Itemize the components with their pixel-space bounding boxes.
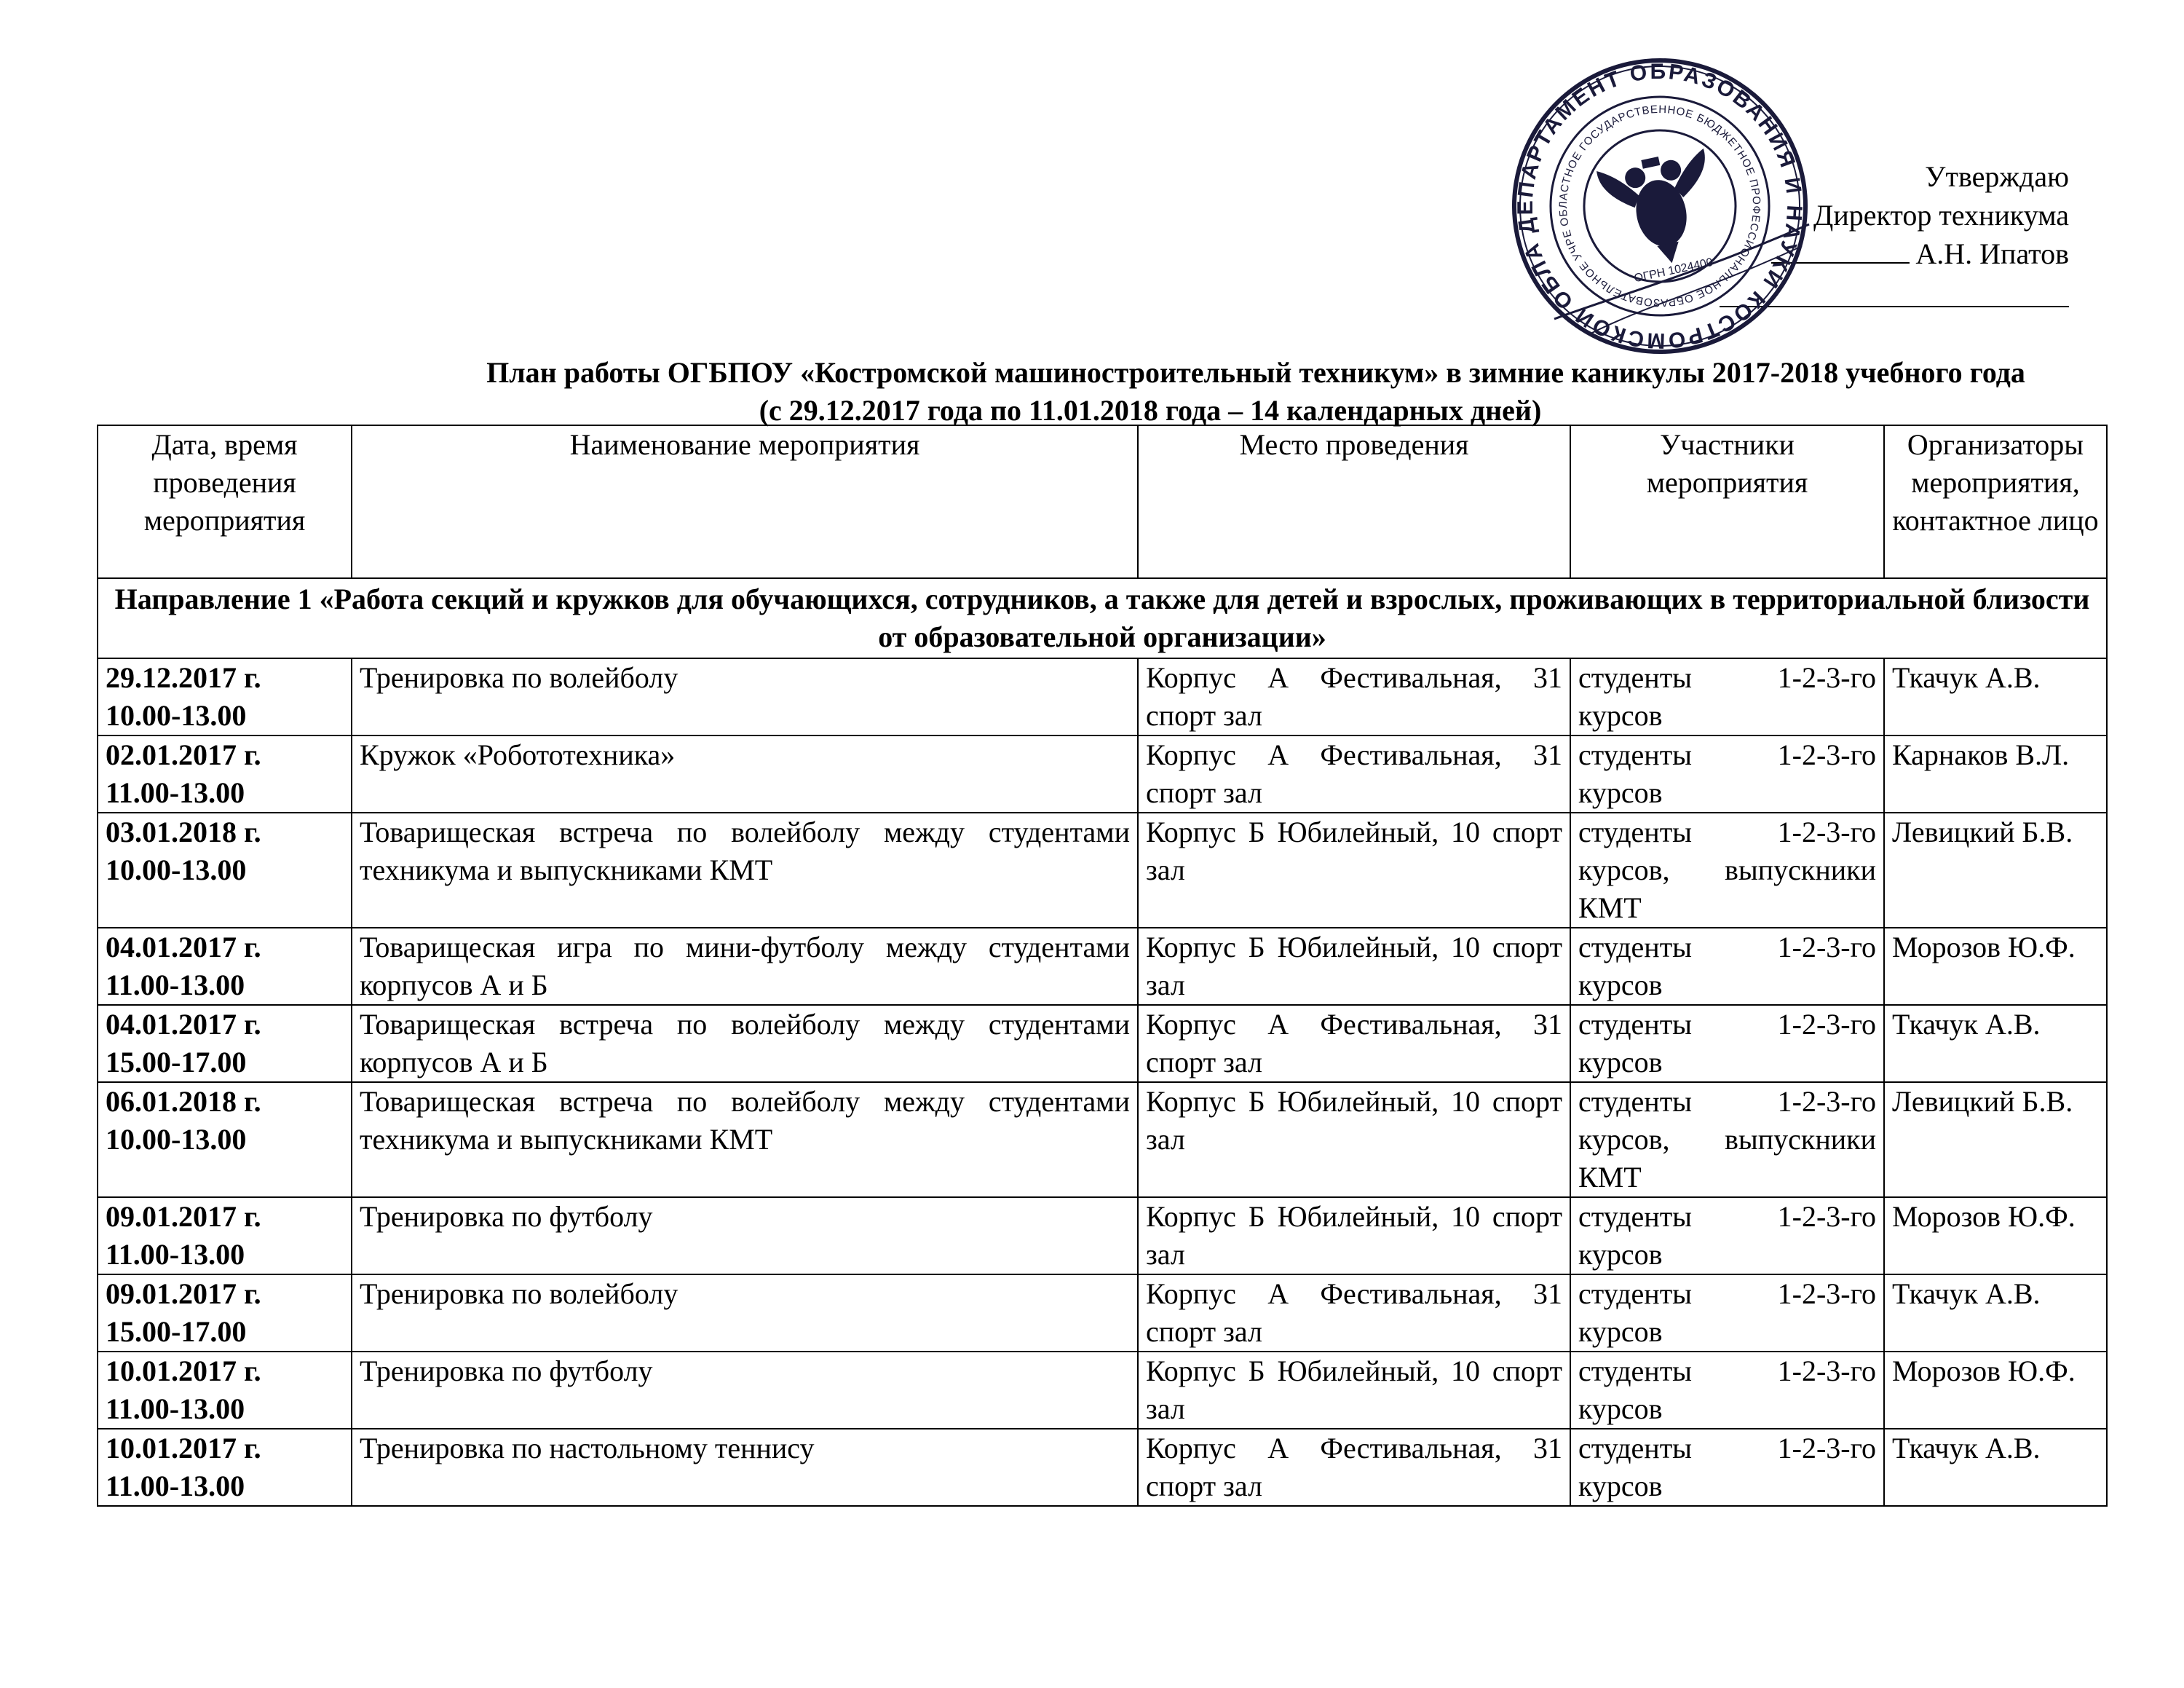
- table-row: [98, 1274, 2107, 1352]
- cell-place: Корпус А Фестивальная, 31 спорт зал: [1138, 658, 1570, 735]
- stamp-ring-text: ДЕПАРТАМЕНТ ОБРАЗОВАНИЯ И НАУКИ КОСТРОМСКОЙ ОБЛАСТИ: [1513, 59, 1807, 353]
- table-row: [98, 1082, 2107, 1197]
- cell-event-name: Тренировка по футболу: [352, 1197, 1138, 1274]
- cell-event-name: Тренировка по настольному теннису: [352, 1429, 1138, 1506]
- table-row: [98, 1005, 2107, 1082]
- cell-organizer: Ткачук А.В.: [1884, 1005, 2107, 1082]
- approval-director-name: А.Н. Ипатов: [1915, 237, 2069, 270]
- date-text: 04.01.2017 г.: [106, 931, 261, 963]
- cell-place: Корпус Б Юбилейный, 10 спорт зал: [1138, 1082, 1570, 1197]
- cell-participants: студенты 1-2-3-го курсов: [1570, 1274, 1884, 1352]
- table-row: [98, 1197, 2107, 1274]
- cell-participants: студенты 1-2-3-го курсов: [1570, 1197, 1884, 1274]
- cell-event-name: Тренировка по волейболу: [352, 1274, 1138, 1352]
- cell-organizer: Морозов Ю.Ф.: [1884, 928, 2107, 1005]
- cell-place: Корпус Б Юбилейный, 10 спорт зал: [1138, 813, 1570, 928]
- cell-date: [98, 658, 352, 735]
- stamp-ogrn: ОГРН 1024400: [1633, 256, 1714, 285]
- title-line-1: План работы ОГБПОУ «Костромской машиностроительный техникум» в зимние каникулы 2017-2018 учебного года: [486, 356, 2025, 389]
- cell-place: Корпус А Фестивальная, 31 спорт зал: [1138, 1429, 1570, 1506]
- stamp-inner-text: ОБЛАСТНОЕ ГОСУДАРСТВЕННОЕ БЮДЖЕТНОЕ ПРОФЕССИОНАЛЬНОЕ ОБРАЗОВАТЕЛЬНОЕ УЧРЕЖДЕНИЕ: [1556, 103, 1763, 309]
- cell-organizer: Ткачук А.В.: [1884, 1429, 2107, 1506]
- cell-organizer: Морозов Ю.Ф.: [1884, 1352, 2107, 1429]
- cell-date: [98, 1197, 352, 1274]
- time-text: 10.00-13.00: [106, 1123, 247, 1156]
- cell-event-name: Товарищеская встреча по волейболу между студентами техникума и выпускниками КМТ: [352, 1082, 1138, 1197]
- cell-date: [98, 813, 352, 928]
- time-text: 10.00-13.00: [106, 853, 247, 886]
- cell-event-name: Тренировка по футболу: [352, 1352, 1138, 1429]
- cell-event-name: Товарищеская игра по мини-футболу между студентами корпусов А и Б: [352, 928, 1138, 1005]
- cell-date: [98, 735, 352, 813]
- cell-event-name: Товарищеская встреча по волейболу между студентами техникума и выпускниками КМТ: [352, 813, 1138, 928]
- cell-event-name: Товарищеская встреча по волейболу между студентами корпусов А и Б: [352, 1005, 1138, 1082]
- header-participants: Участники мероприятия: [1570, 425, 1884, 578]
- cell-event-name: Тренировка по волейболу: [352, 658, 1138, 735]
- cell-participants: студенты 1-2-3-го курсов: [1570, 1429, 1884, 1506]
- header-date: Дата, время проведения мероприятия: [98, 425, 352, 578]
- cell-date: [98, 1005, 352, 1082]
- header-event-name: Наименование мероприятия: [352, 425, 1138, 578]
- time-text: 15.00-17.00: [106, 1315, 247, 1348]
- table-row: [98, 658, 2107, 735]
- date-text: 03.01.2018 г.: [106, 816, 261, 848]
- eagle-emblem-icon: [1597, 147, 1726, 275]
- cell-participants: студенты 1-2-3-го курсов, выпускники КМТ: [1570, 813, 1884, 928]
- cell-place: Корпус А Фестивальная, 31 спорт зал: [1138, 1005, 1570, 1082]
- date-text: 09.01.2017 г.: [106, 1200, 261, 1233]
- date-text: 04.01.2017 г.: [106, 1008, 261, 1041]
- table-row: [98, 1429, 2107, 1506]
- cell-participants: студенты 1-2-3-го курсов, выпускники КМТ: [1570, 1082, 1884, 1197]
- cell-participants: студенты 1-2-3-го курсов: [1570, 928, 1884, 1005]
- section-row: [98, 578, 2107, 658]
- plan-table: [97, 425, 2108, 1507]
- approval-label: Утверждаю: [1925, 160, 2069, 193]
- cell-place: Корпус Б Юбилейный, 10 спорт зал: [1138, 1352, 1570, 1429]
- date-text: 10.01.2017 г.: [106, 1354, 261, 1387]
- cell-organizer: Ткачук А.В.: [1884, 658, 2107, 735]
- date-text: 10.01.2017 г.: [106, 1432, 261, 1464]
- table-row: [98, 928, 2107, 1005]
- official-stamp: [1503, 57, 1816, 355]
- cell-date: [98, 1082, 352, 1197]
- cell-date: [98, 1429, 352, 1506]
- cell-organizer: Морозов Ю.Ф.: [1884, 1197, 2107, 1274]
- date-text: 02.01.2017 г.: [106, 738, 261, 771]
- approval-position: Директор техникума: [1813, 199, 2069, 232]
- cell-place: Корпус Б Юбилейный, 10 спорт зал: [1138, 928, 1570, 1005]
- document-title: [95, 354, 2184, 430]
- cell-place: Корпус Б Юбилейный, 10 спорт зал: [1138, 1197, 1570, 1274]
- date-text: 29.12.2017 г.: [106, 661, 261, 694]
- time-text: 11.00-13.00: [106, 1392, 245, 1425]
- table-header-row: [98, 425, 2107, 578]
- time-text: 11.00-13.00: [106, 1470, 245, 1502]
- section-title: Направление 1 «Работа секций и кружков для обучающихся, сотрудников, а также для детей и взрослых, проживающих в территориальной близости от образовательной организации»: [98, 578, 2107, 658]
- cell-place: Корпус А Фестивальная, 31 спорт зал: [1138, 1274, 1570, 1352]
- title-line-2: (с 29.12.2017 года по 11.01.2018 года – 14 календарных дней): [759, 394, 1542, 427]
- time-text: 11.00-13.00: [106, 776, 245, 809]
- header-place: Место проведения: [1138, 425, 1570, 578]
- header-organizers: Организаторы мероприятия, контактное лицо: [1884, 425, 2107, 578]
- table-row: [98, 1352, 2107, 1429]
- cell-date: [98, 928, 352, 1005]
- cell-organizer: Левицкий Б.В.: [1884, 813, 2107, 928]
- cell-organizer: Левицкий Б.В.: [1884, 1082, 2107, 1197]
- date-text: 09.01.2017 г.: [106, 1277, 261, 1310]
- cell-organizer: Ткачук А.В.: [1884, 1274, 2107, 1352]
- cell-place: Корпус А Фестивальная, 31 спорт зал: [1138, 735, 1570, 813]
- time-text: 15.00-17.00: [106, 1046, 247, 1078]
- time-text: 11.00-13.00: [106, 969, 245, 1001]
- table-row: [98, 813, 2107, 928]
- table-row: [98, 735, 2107, 813]
- cell-date: [98, 1352, 352, 1429]
- date-text: 06.01.2018 г.: [106, 1085, 261, 1118]
- cell-participants: студенты 1-2-3-го курсов: [1570, 658, 1884, 735]
- cell-event-name: Кружок «Робототехника»: [352, 735, 1138, 813]
- time-text: 10.00-13.00: [106, 699, 247, 732]
- cell-participants: студенты 1-2-3-го курсов: [1570, 1352, 1884, 1429]
- time-text: 11.00-13.00: [106, 1238, 245, 1271]
- cell-participants: студенты 1-2-3-го курсов: [1570, 1005, 1884, 1082]
- cell-participants: студенты 1-2-3-го курсов: [1570, 735, 1884, 813]
- cell-organizer: Карнаков В.Л.: [1884, 735, 2107, 813]
- cell-date: [98, 1274, 352, 1352]
